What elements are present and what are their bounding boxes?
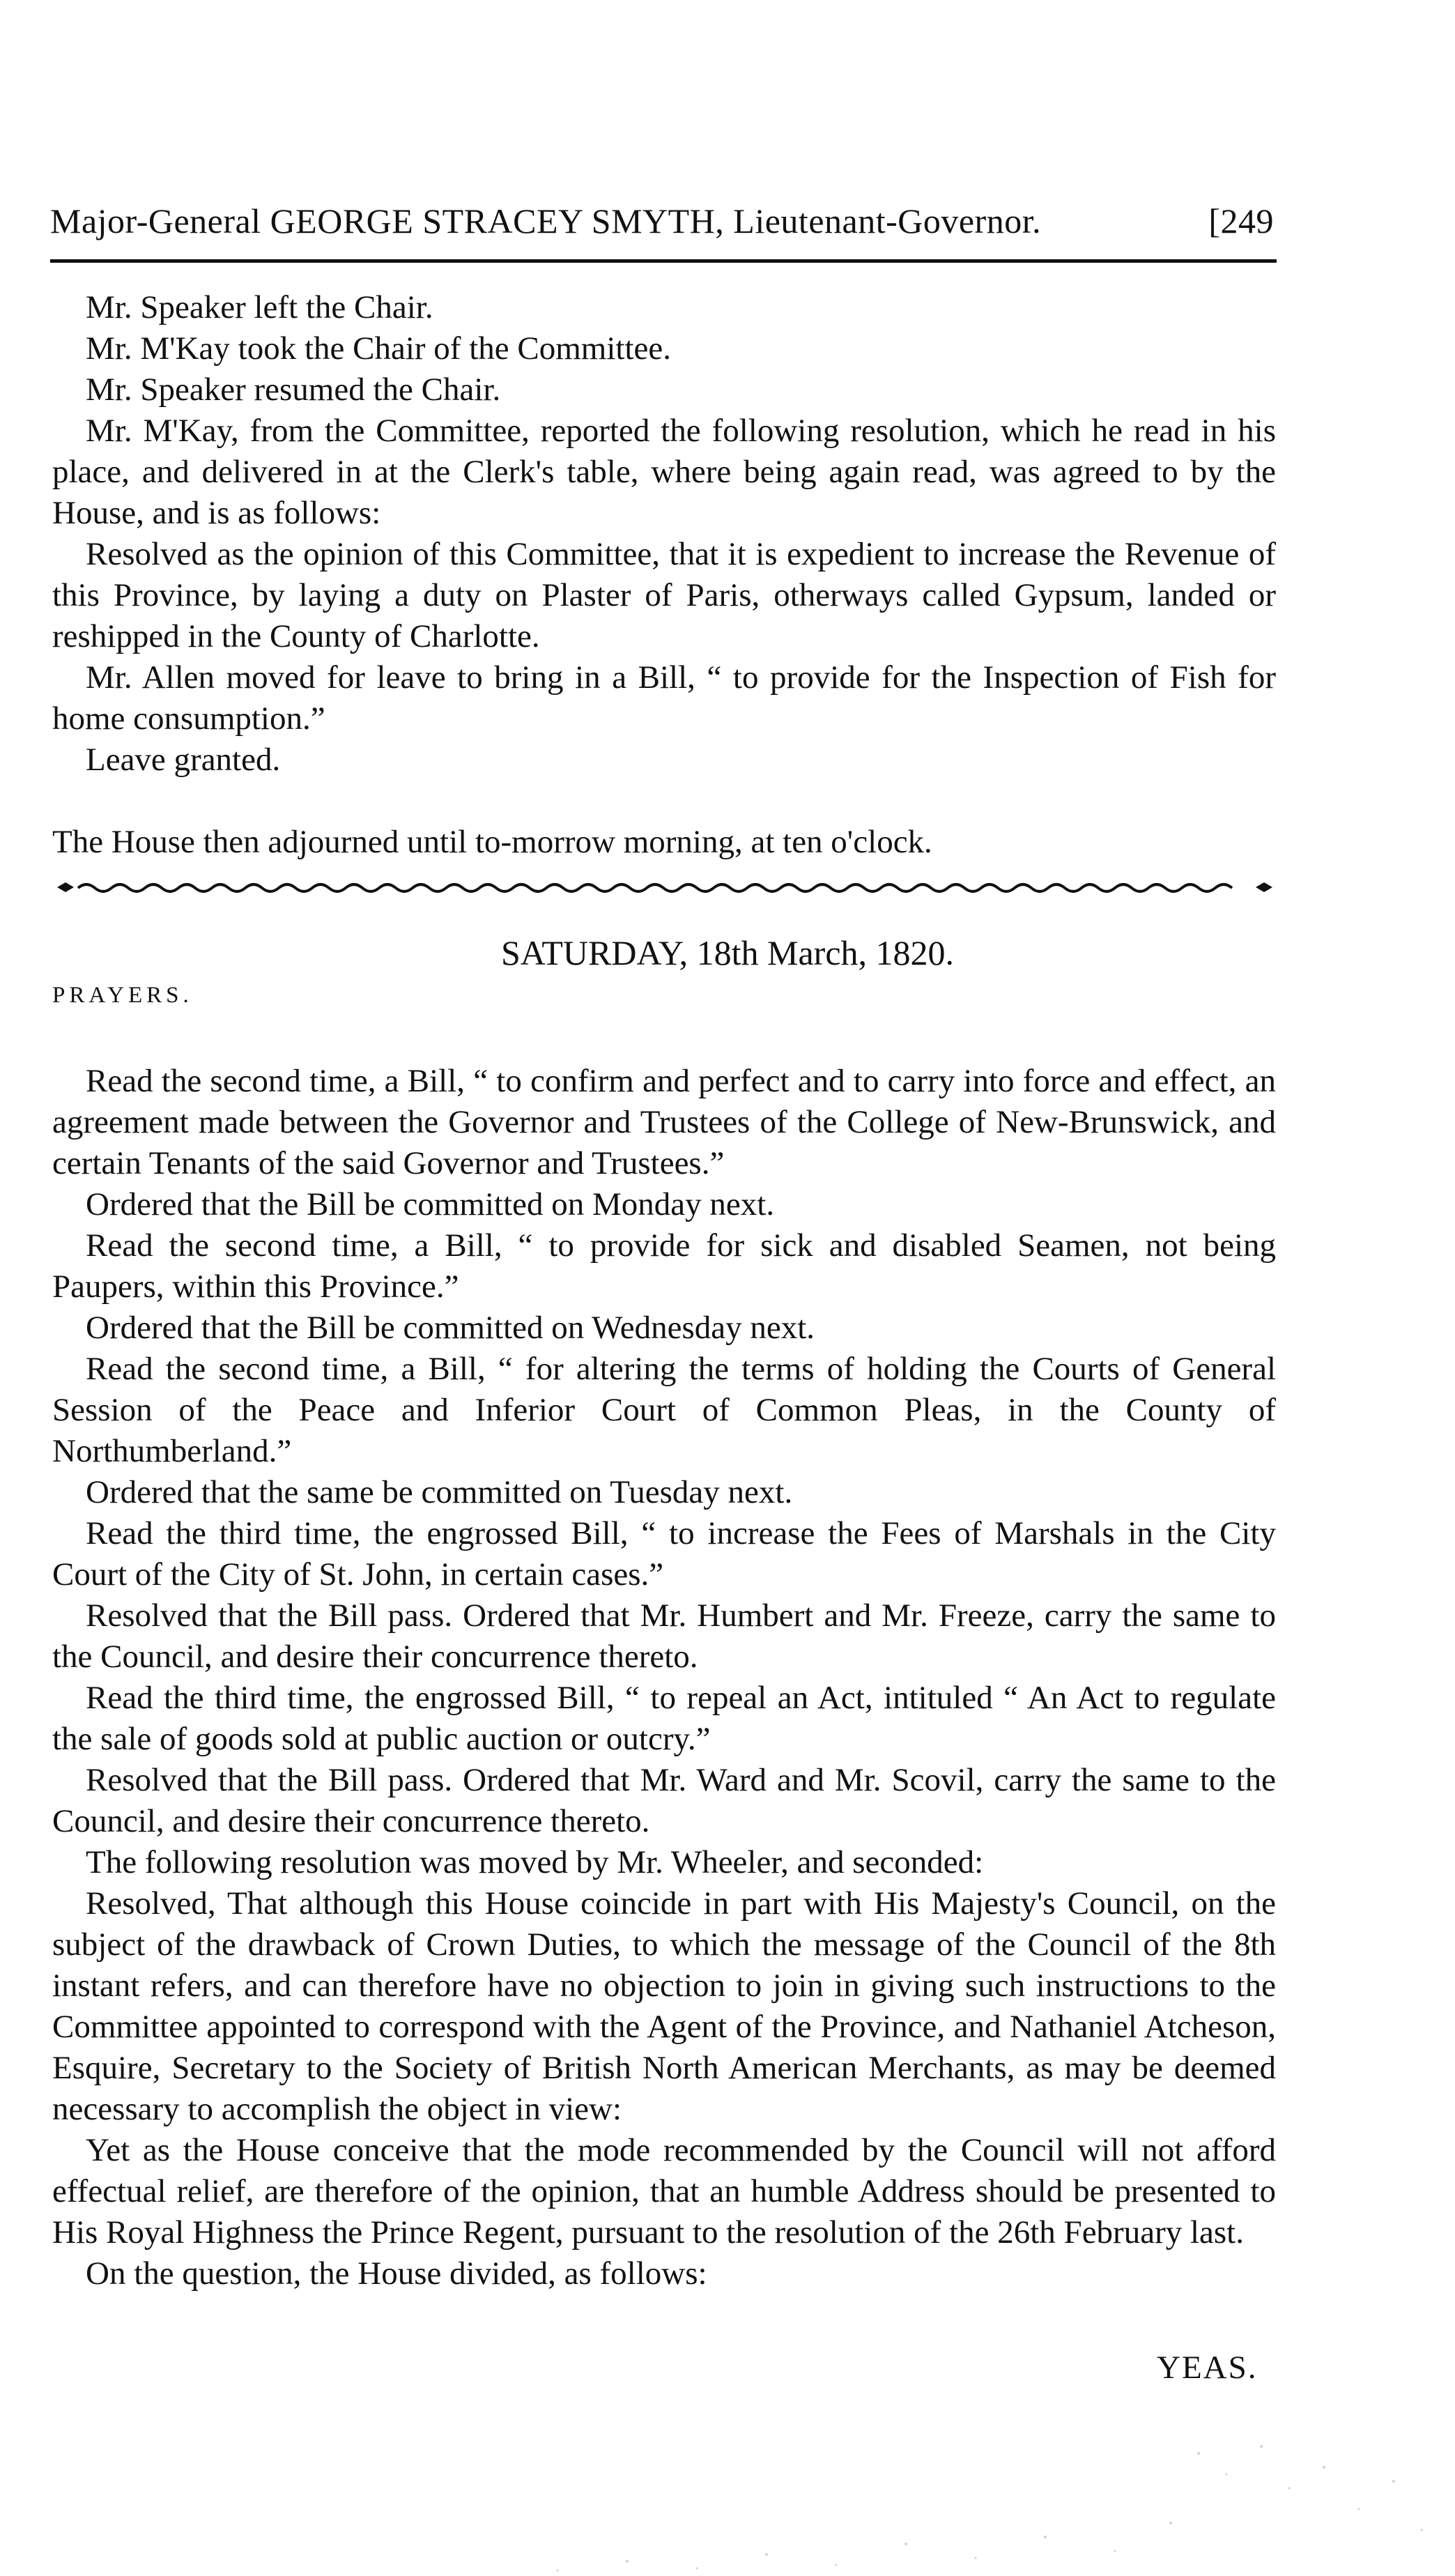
paragraph: Read the third time, the engrossed Bill, “ to repeal an Act, intituled “ An Act to regulate the sale of goods sold at public auction or outcry.”: [52, 1680, 1276, 1757]
running-title: Major-General GEORGE STRACEY SMYTH, Lieutenant-Governor.: [50, 201, 1042, 240]
paragraph: Ordered that the same be committed on Tuesday next.: [86, 1474, 793, 1510]
date-heading: SATURDAY, 18th March, 1820.: [500, 933, 955, 972]
paragraph: Resolved that the Bill pass. Ordered that Mr. Humbert and Mr. Freeze, carry the same to the Council, and desire their concurrence thereto.: [52, 1597, 1276, 1675]
running-header: [50, 201, 1274, 241]
paragraph: Mr. Speaker left the Chair.: [86, 289, 433, 325]
paragraph: Leave granted.: [86, 742, 281, 778]
paragraph: Mr. Speaker resumed the Chair.: [86, 371, 501, 408]
paragraph: Mr. Allen moved for leave to bring in a Bill, “ to provide for the Inspection of Fish for home consumption.”: [52, 659, 1276, 737]
prayers-label: PRAYERS.: [52, 983, 193, 1008]
paragraph: Read the second time, a Bill, “ to confirm and perfect and to carry into force and effect, an agreement made between the Governor and Trustees of the College of New-Brunswick, and certain Tenants of the said Governor and Trustees.”: [52, 1063, 1276, 1181]
paragraph: Mr. M'Kay took the Chair of the Committee.: [86, 330, 671, 367]
scan-noise: [0, 2425, 1455, 2576]
paragraph: On the question, the House divided, as follows:: [86, 2255, 707, 2292]
paragraph: Yet as the House conceive that the mode recommended by the Council will not afford effectual relief, are therefore of the opinion, that an humble Address should be presented to His Royal Highness the Prince Regent, pursuant to the resolution of the 26th February last.: [52, 2132, 1276, 2251]
page-number: [249: [1208, 201, 1274, 240]
paragraph: The following resolution was moved by Mr. Wheeler, and seconded:: [86, 1844, 984, 1880]
paragraph: Ordered that the Bill be committed on Monday next.: [86, 1186, 775, 1222]
main-section: [52, 1061, 1276, 2294]
header-rule: [50, 259, 1277, 263]
ornamental-divider: [50, 875, 1277, 899]
paragraph: Read the second time, a Bill, “ for altering the terms of holding the Courts of General Session of the Peace and Inferior Court of Common Pleas, in the County of Northumberland.”: [52, 1351, 1276, 1469]
paragraph: Read the second time, a Bill, “ to provide for sick and disabled Seamen, not being Paupers, within this Province.”: [52, 1227, 1276, 1305]
paragraph: Resolved that the Bill pass. Ordered that Mr. Ward and Mr. Scovil, carry the same to the Council, and desire their concurrence thereto.: [52, 1762, 1276, 1839]
adjournment-line: The House then adjourned until to-morrow morning, at ten o'clock.: [52, 824, 932, 860]
paragraph: Ordered that the Bill be committed on Wednesday next.: [86, 1310, 815, 1346]
paragraph: Read the third time, the engrossed Bill, “ to increase the Fees of Marshals in the City Court of the City of St. John, in certain cases.”: [52, 1515, 1276, 1593]
top-section: [52, 287, 1276, 863]
paragraph: Mr. M'Kay, from the Committee, reported the following resolution, which he read in his place, and delivered in at the Clerk's table, where being again read, was agreed to by the House, and is as follows:: [52, 413, 1276, 531]
paragraph: Resolved as the opinion of this Committee, that it is expedient to increase the Revenue of this Province, by laying a duty on Plaster of Paris, otherways called Gypsum, landed or reshipped in the County of Charlotte.: [52, 536, 1276, 654]
yeas-heading: YEAS.: [1157, 2349, 1258, 2386]
paragraph: Resolved, That although this House coincide in part with His Majesty's Council, on the subject of the drawback of Crown Duties, to which the message of the Council of the 8th instant refers, and can therefore have no objection to join in giving such instructions to the Committee appointed to correspond with the Agent of the Province, and Nathaniel Atcheson, Esquire, Secretary to the Society of British North American Merchants, as may be deemed necessary to accomplish the object in view:: [52, 1885, 1276, 2127]
